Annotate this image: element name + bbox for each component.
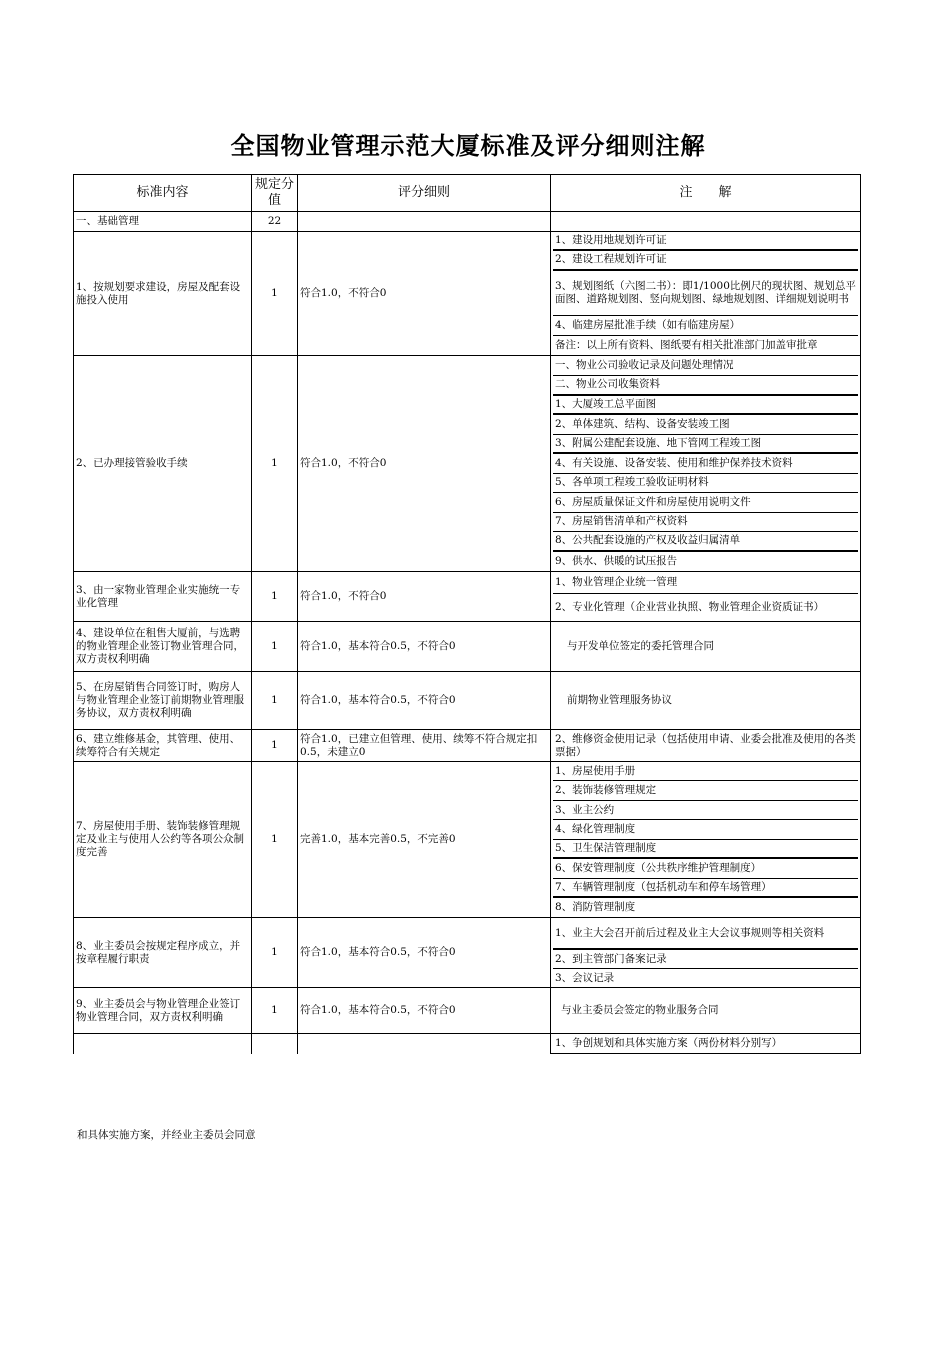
notes-cell xyxy=(551,232,861,356)
note-item: 7、房屋销售清单和产权资料 xyxy=(553,513,858,532)
criteria-cell: 符合1.0，基本符合0.5，不符合0 xyxy=(298,988,551,1034)
note-item: 2、维修资金使用记录（包括使用申请、业委会批准及使用的各类票据） xyxy=(555,732,856,758)
notes-cell xyxy=(551,1034,861,1054)
standard-cell: 5、在房屋销售合同签订时，购房人与物业管理企业签订前期物业管理服务协议，双方责权利明确 xyxy=(74,672,252,730)
note-item: 3、会议记录 xyxy=(555,971,615,984)
note-item: 8、消防管理制度 xyxy=(555,901,636,913)
score-cell: 1 xyxy=(252,232,298,356)
note-item: 6、保安管理制度（公共秩序维护管理制度） xyxy=(553,859,858,879)
table-row xyxy=(74,356,861,572)
score-cell: 1 xyxy=(252,762,298,918)
criteria-cell: 符合1.0，不符合0 xyxy=(298,232,551,356)
table-row xyxy=(74,572,861,622)
notes-cell xyxy=(551,622,861,672)
note-item: 一、物业公司验收记录及问题处理情况 xyxy=(553,357,858,376)
score-cell: 1 xyxy=(252,356,298,572)
criteria-cell: 符合1.0，基本符合0.5，不符合0 xyxy=(298,918,551,988)
standard-cell: 7、房屋使用手册、装饰装修管理规定及业主与使用人公约等各项公众制度完善 xyxy=(74,762,252,918)
note-item: 4、绿化管理制度 xyxy=(553,820,858,840)
table-row xyxy=(74,730,861,762)
score-cell: 1 xyxy=(252,672,298,730)
note-item: 1、物业管理企业统一管理 xyxy=(553,572,858,594)
table-row xyxy=(74,672,861,730)
notes-cell xyxy=(551,356,861,572)
notes-cell xyxy=(551,672,861,730)
criteria-cell: 符合1.0，基本符合0.5，不符合0 xyxy=(298,622,551,672)
criteria-cell: 完善1.0，基本完善0.5，不完善0 xyxy=(298,762,551,918)
standard-cell: 3、由一家物业管理企业实施统一专业化管理 xyxy=(74,572,252,622)
note-item: 1、建设用地规划许可证 xyxy=(553,233,858,251)
note-item: 3、规划图纸（六图二书）：即1/1000比例尺的现状图、规划总平面图、道路规划图、竖向规划图、绿地规划图、详细规划说明书 xyxy=(553,271,858,316)
note-item: 3、业主公约 xyxy=(553,801,858,820)
overflow-text: 和具体实施方案，并经业主委员会同意 xyxy=(77,1129,256,1141)
table-row xyxy=(74,762,861,918)
note-item: 4、临建房屋批准手续（如有临建房屋） xyxy=(553,316,858,336)
score-cell: 1 xyxy=(252,730,298,762)
note-item: 5、各单项工程竣工验收证明材料 xyxy=(553,474,858,493)
note-item: 备注：以上所有资料、图纸要有相关批准部门加盖审批章 xyxy=(555,338,818,351)
notes-cell xyxy=(551,762,861,918)
note-item: 1、争创规划和具体实施方案（两份材料分别写） xyxy=(555,1037,783,1049)
score-cell: 1 xyxy=(252,918,298,988)
score-cell: 1 xyxy=(252,572,298,622)
notes-cell xyxy=(551,572,861,622)
note-item: 3、附属公建配套设施、地下管网工程竣工图 xyxy=(553,435,858,454)
note-item: 2、到主管部门备案记录 xyxy=(553,950,858,969)
section-row xyxy=(74,212,861,232)
notes-cell xyxy=(551,730,861,762)
header-criteria: 评分细则 xyxy=(298,175,551,212)
header-notes: 注 解 xyxy=(551,175,861,212)
table-row xyxy=(74,1034,861,1054)
table-row xyxy=(74,988,861,1034)
note-item: 9、供水、供暖的试压报告 xyxy=(555,554,678,567)
standard-cell: 6、建立维修基金，其管理、使用、续筹符合有关规定 xyxy=(74,730,252,762)
header-standard: 标准内容 xyxy=(74,175,252,212)
note-item: 6、房屋质量保证文件和房屋使用说明文件 xyxy=(553,493,858,513)
header-score: 规定分值 xyxy=(252,175,298,212)
standard-cell: 4、建设单位在租售大厦前，与选聘的物业管理企业签订物业管理合同，双方责权利明确 xyxy=(74,622,252,672)
note-item: 8、公共配套设施的产权及收益归属清单 xyxy=(553,532,858,552)
section-criteria xyxy=(298,212,551,232)
section-label: 一、基础管理 xyxy=(74,212,252,232)
note-item: 与业主委员会签定的物业服务合同 xyxy=(561,1004,719,1016)
table-row xyxy=(74,918,861,988)
note-item: 5、卫生保洁管理制度 xyxy=(553,840,858,859)
standards-table xyxy=(73,174,861,1054)
note-item: 2、装饰装修管理规定 xyxy=(553,781,858,801)
standard-cell xyxy=(74,1034,252,1054)
note-item: 7、车辆管理制度（包括机动车和停车场管理） xyxy=(553,879,858,898)
note-item: 1、大厦竣工总平面图 xyxy=(553,396,858,415)
note-item: 2、建设工程规划许可证 xyxy=(553,251,858,271)
page-title: 全国物业管理示范大厦标准及评分细则注解 xyxy=(230,131,706,160)
criteria-cell: 符合1.0，不符合0 xyxy=(298,572,551,622)
standard-cell: 2、已办理接管验收手续 xyxy=(74,356,252,572)
table-row xyxy=(74,232,861,356)
table-row xyxy=(74,622,861,672)
criteria-cell: 符合1.0，已建立但管理、使用、续筹不符合规定扣0.5，未建立0 xyxy=(298,730,551,762)
score-cell: 1 xyxy=(252,622,298,672)
note-item: 前期物业管理服务协议 xyxy=(567,694,672,706)
note-item: 2、单体建筑、结构、设备安装竣工图 xyxy=(553,415,858,435)
standard-cell: 8、业主委员会按规定程序成立，并按章程履行职责 xyxy=(74,918,252,988)
criteria-cell: 符合1.0，基本符合0.5，不符合0 xyxy=(298,672,551,730)
note-item: 4、有关设施、设备安装、使用和维护保养技术资料 xyxy=(553,454,858,474)
standard-cell: 1、按规划要求建设，房屋及配套设施投入使用 xyxy=(74,232,252,356)
criteria-cell xyxy=(298,1034,551,1054)
note-item: 1、业主大会召开前后过程及业主大会议事规则等相关资料 xyxy=(553,918,858,950)
note-item: 1、房屋使用手册 xyxy=(553,762,858,781)
section-score: 22 xyxy=(252,212,298,232)
note-item: 2、专业化管理（企业营业执照、物业管理企业资质证书） xyxy=(555,601,825,613)
notes-cell xyxy=(551,918,861,988)
note-item: 二、物业公司收集资料 xyxy=(553,376,858,396)
notes-cell xyxy=(551,988,861,1034)
score-cell xyxy=(252,1034,298,1054)
section-notes xyxy=(551,212,861,232)
table-header-row xyxy=(74,175,861,212)
score-cell: 1 xyxy=(252,988,298,1034)
standard-cell: 9、业主委员会与物业管理企业签订物业管理合同，双方责权利明确 xyxy=(74,988,252,1034)
note-item: 与开发单位签定的委托管理合同 xyxy=(567,640,714,652)
criteria-cell: 符合1.0，不符合0 xyxy=(298,356,551,572)
